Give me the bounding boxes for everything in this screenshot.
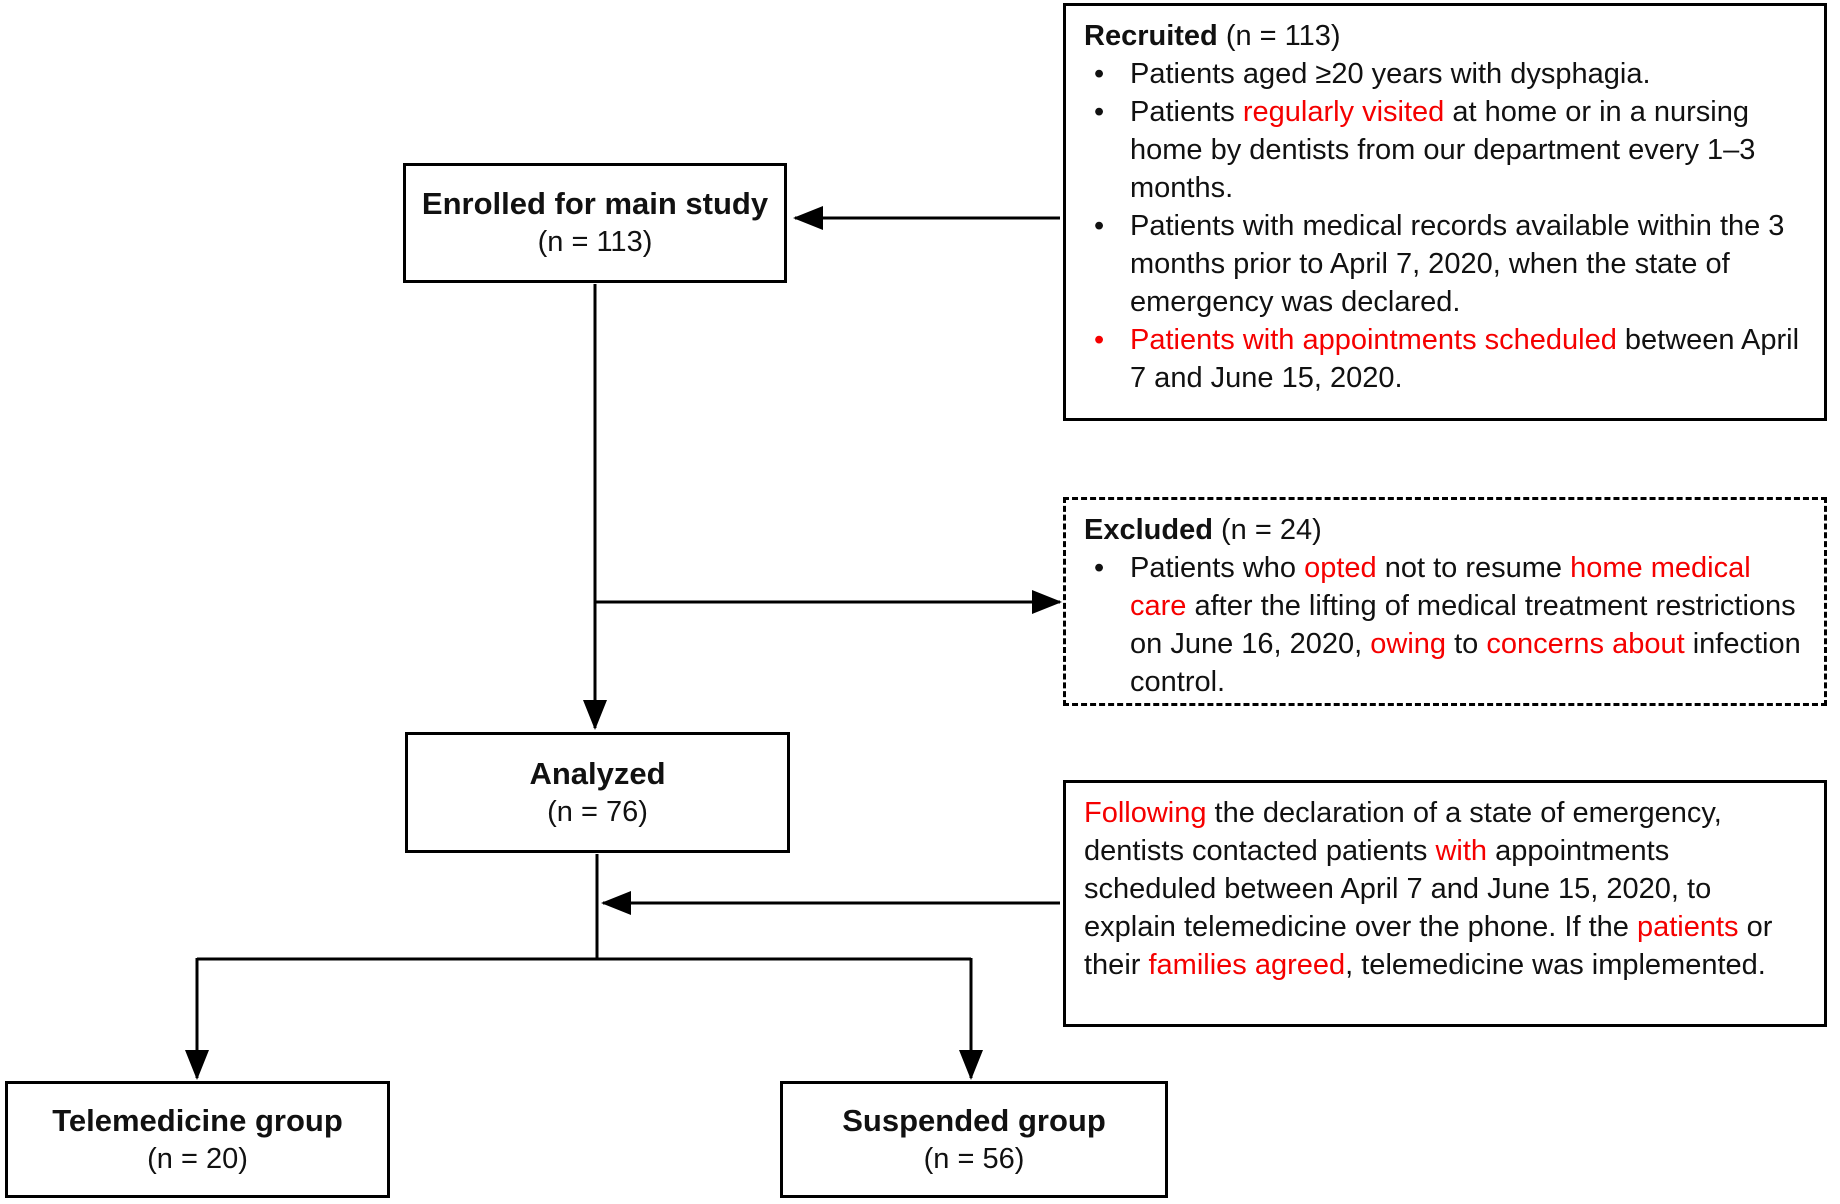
plain-text: not to resume [1376,552,1571,584]
plain-text: appointments scheduled between April 7 and June 15, 2020, to explain telemedicine over the phone. If the [1084,835,1712,943]
highlighted-text: patients [1636,911,1739,943]
excluded-title: Excluded [1084,514,1213,546]
contact-note-text [1084,794,1806,984]
analyzed-title: Analyzed [529,755,666,791]
telemedicine-group-box [5,1081,390,1198]
recruited-bullet-list [1084,55,1806,397]
plain-text: Patients who [1130,552,1305,584]
recruited-bullet-2 [1084,93,1806,207]
telemedicine-group-count: (n = 20) [147,1142,248,1175]
plain-text: between April 7 and June 15, 2020. [1130,324,1800,394]
recruited-bullet-3 [1084,207,1806,321]
excluded-box [1063,497,1827,706]
recruited-title: Recruited [1084,20,1218,52]
enrolled-count: (n = 113) [537,226,653,258]
highlighted-text: concerns about [1486,628,1685,660]
highlighted-text: families agreed [1148,949,1346,981]
plain-text: or their [1084,911,1773,981]
recruited-heading [1084,17,1806,55]
highlighted-text: Patients with appointments scheduled [1130,324,1617,356]
highlighted-text: Following [1084,797,1207,829]
plain-text: infection control. [1130,628,1801,698]
enrolled-box [403,163,787,283]
plain-text: the declaration of a state of emergency, dentists contacted patients [1084,797,1722,867]
highlighted-text: home medical care [1130,552,1751,622]
recruited-bullet-1 [1084,55,1806,93]
plain-text: Patients [1130,96,1243,128]
contact-note-box [1063,780,1827,1027]
excluded-count: (n = 24) [1221,514,1322,546]
plain-text: Patients aged ≥20 years with dysphagia. [1130,58,1651,90]
suspended-group-count: (n = 56) [923,1142,1025,1175]
recruited-bullet-4 [1084,321,1806,397]
analyzed-box [405,732,790,853]
excluded-bullet-1 [1084,549,1806,701]
excluded-heading [1084,511,1806,549]
highlighted-text: with [1435,835,1488,867]
plain-text: at home or in a nursing home by dentists from our department every 1–3 months. [1130,96,1756,204]
analyzed-count: (n = 76) [547,795,648,828]
excluded-bullet-list [1084,549,1806,701]
plain-text: to [1446,628,1487,660]
highlighted-text: regularly visited [1242,96,1445,128]
plain-text: after the lifting of medical treatment restrictions on June 16, 2020, [1130,590,1796,660]
highlighted-text: owing [1370,628,1447,660]
recruited-count: (n = 113) [1225,20,1341,52]
suspended-group-box [780,1081,1168,1198]
enrolled-title: Enrolled for main study [421,186,769,221]
recruited-box [1063,3,1827,421]
plain-text: Patients with medical records available within the 3 months prior to April 7, 2020, when the state of emergency was declared. [1130,210,1785,318]
plain-text: , telemedicine was implemented. [1345,949,1766,981]
highlighted-text: opted [1304,552,1377,584]
suspended-group-title: Suspended group [842,1102,1106,1138]
telemedicine-group-title: Telemedicine group [52,1102,343,1138]
